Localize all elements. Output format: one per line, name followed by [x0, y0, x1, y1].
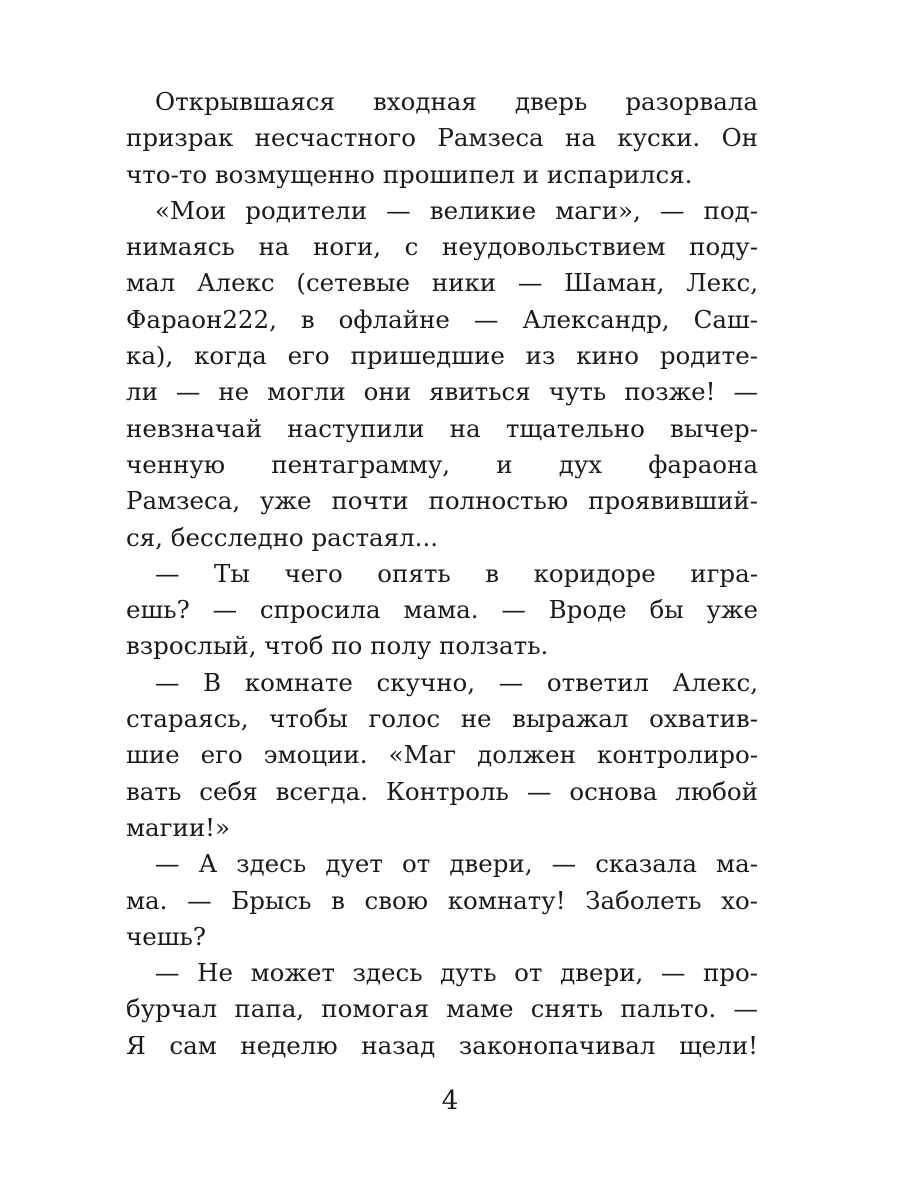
text-line: нимаясь на ноги, с неудовольствием поду-: [126, 232, 758, 262]
text-line: — А здесь дует от двери, — сказала ма-: [155, 849, 758, 879]
text-line: ма. — Брысь в свою комнату! Заболеть хо-: [126, 885, 758, 915]
text-line: ся, бесследно растаял...: [126, 522, 439, 552]
text-line: магии!»: [126, 812, 230, 842]
paragraph: [126, 84, 758, 193]
text-line: Открывшаяся входная дверь разорвала: [155, 87, 758, 116]
body-text: [126, 84, 758, 1064]
text-line: — Ты чего опять в коридоре игра-: [155, 558, 758, 588]
text-line: вать себя всегда. Контроль — основа любой: [126, 776, 758, 806]
paragraph: [126, 846, 758, 955]
paragraph: [126, 193, 758, 556]
text-line: ченную пентаграмму, и дух фараона: [126, 449, 758, 479]
paragraph: [126, 665, 758, 846]
text-line: бурчал папа, помогая маме снять пальто. —: [126, 994, 758, 1024]
text-line: «Мои родители — великие маги», — под-: [155, 195, 758, 225]
text-line: ли — не могли они явиться чуть позже! —: [126, 377, 758, 407]
text-line: стараясь, чтобы голос не выражал охватив-: [126, 704, 758, 734]
text-line: ка), когда его пришедшие из кино родите-: [126, 341, 758, 371]
text-line: — В комнате скучно, — ответил Алекс,: [155, 667, 758, 697]
page-number: 4: [441, 1086, 459, 1116]
text-line: чешь?: [126, 921, 206, 951]
text-line: невзначай наступили на тщательно вычер-: [126, 413, 758, 443]
text-line: призрак несчастного Рамзеса на куски. Он: [126, 123, 758, 153]
paragraph: [126, 556, 758, 665]
text-line: что-то возмущенно прошипел и испарился.: [126, 159, 693, 189]
text-line: ешь? — спросила мама. — Вроде бы уже: [126, 595, 758, 625]
text-line: Фараон222, в офлайне — Александр, Саш-: [126, 304, 758, 334]
text-line: Я сам неделю назад законопачивал щели!: [126, 1030, 758, 1060]
text-line: шие его эмоции. «Маг должен контролиро-: [126, 740, 758, 770]
text-line: взрослый, чтоб по полу ползать.: [126, 631, 549, 661]
text-line: Рамзеса, уже почти полностью проявивший-: [126, 486, 758, 516]
text-line: мал Алекс (сетевые ники — Шаман, Лекс,: [126, 268, 758, 298]
paragraph: [126, 955, 758, 1064]
text-line: — Не может здесь дуть от двери, — про-: [155, 958, 758, 988]
